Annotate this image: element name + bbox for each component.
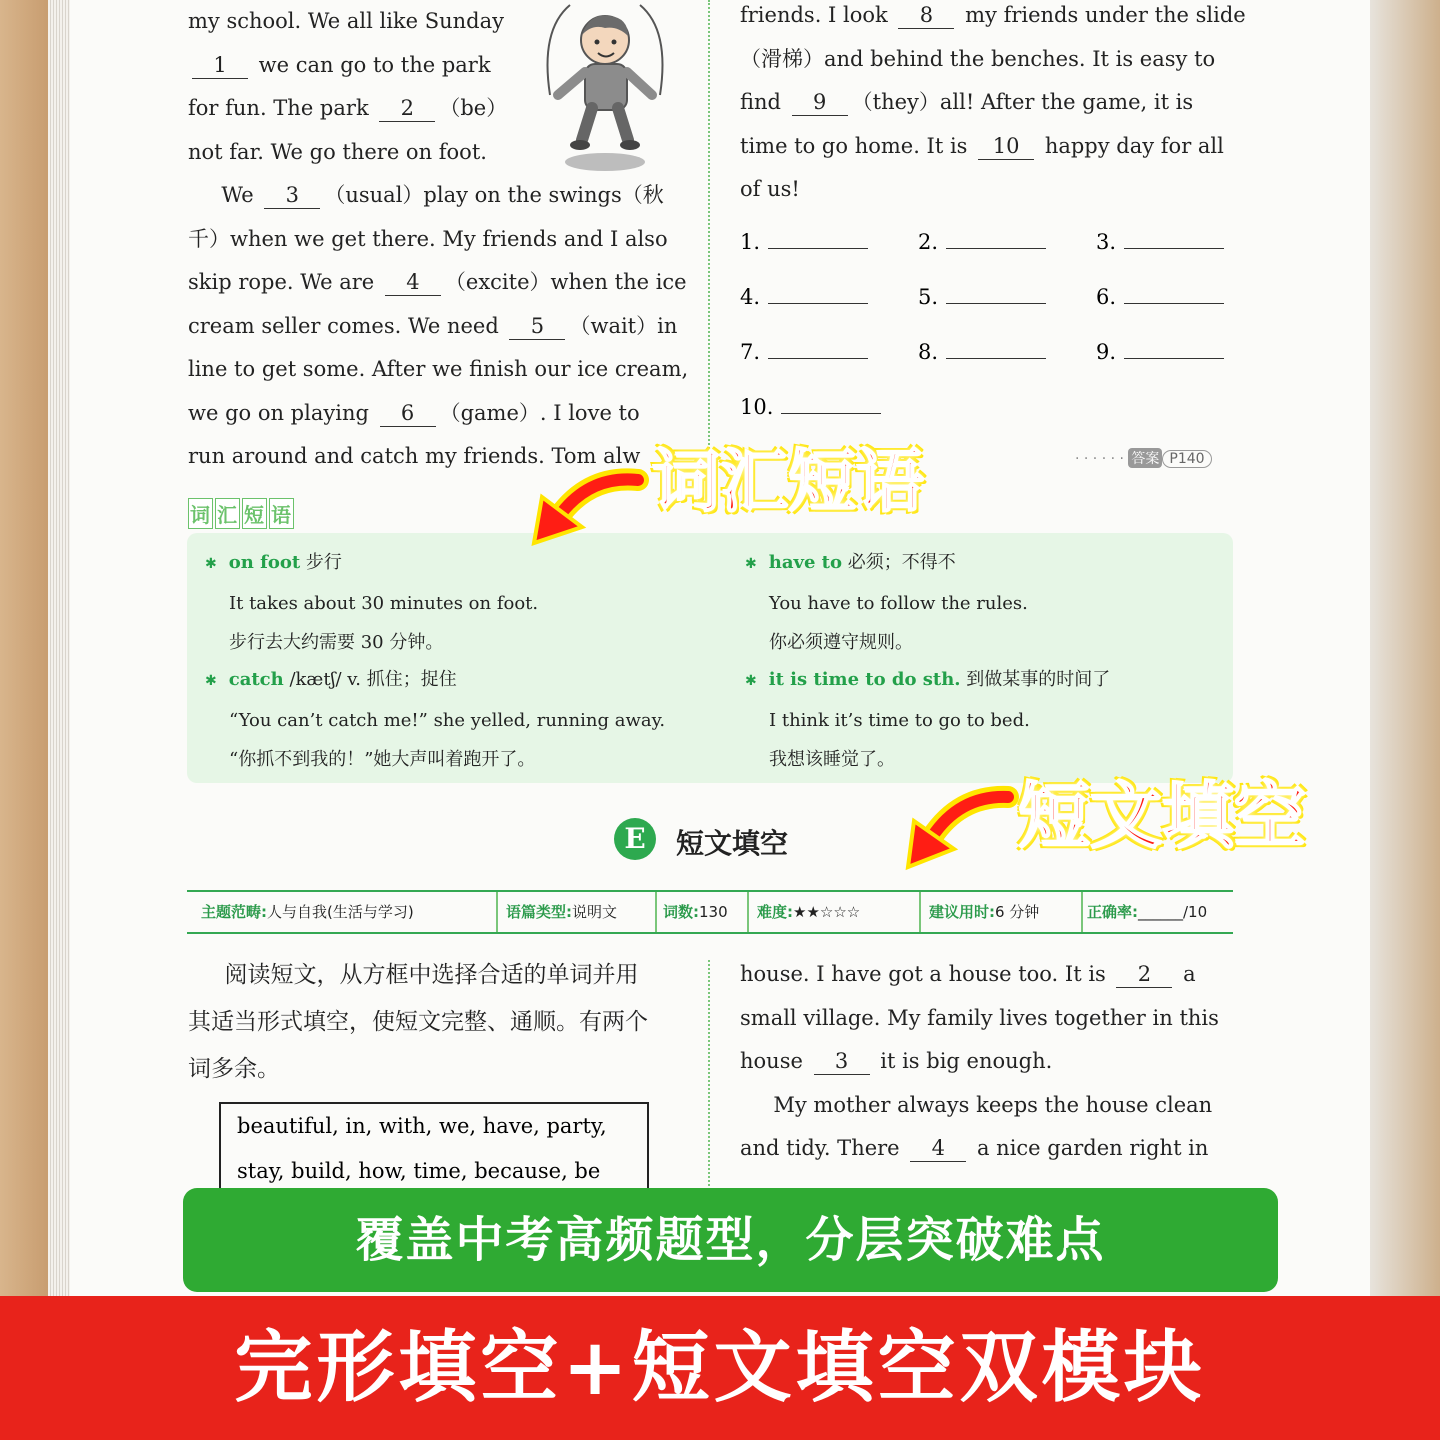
passage-line [188, 218, 680, 262]
info-genre: 语篇类型:说明文 [496, 892, 657, 932]
vocab-example-zh: “你抓不到我的！”她大声叫着跑开了。 [229, 749, 536, 770]
answer-blank[interactable]: 3. [1096, 230, 1224, 254]
section-title-text: 短文填空 [676, 827, 789, 860]
vocab-meaning: 必须；不得不 [841, 552, 956, 573]
passage-text: and tidy. There [740, 1136, 907, 1160]
vocab-title-char: 汇 [215, 498, 240, 529]
info-difficulty: 难度:★★☆☆☆ [747, 892, 921, 932]
answer-ref-tag: 答案 [1128, 448, 1162, 468]
passage-e [740, 953, 1232, 1171]
section-badge: E [614, 818, 656, 860]
passage-text: skip rope. We are [188, 270, 381, 294]
vocab-item [205, 543, 538, 662]
passage-text: run around and catch my friends. Tom alw [188, 444, 641, 468]
vocab-head: on foot [228, 552, 301, 573]
info-time: 建议用时:6 分钟 [919, 892, 1083, 932]
cloze-blank[interactable]: 4 [385, 269, 441, 296]
cloze-blank[interactable]: 5 [509, 313, 565, 340]
page-edges [48, 0, 70, 1300]
answer-blank[interactable]: 10. [740, 395, 881, 419]
vocab-box [187, 533, 1233, 783]
passage-line [188, 348, 689, 392]
vocab-section-title [188, 498, 296, 529]
passage-text: find [740, 90, 788, 114]
answer-ref-page: P140 [1162, 450, 1211, 468]
passage-text: （wait）in [569, 313, 678, 338]
vocab-item [745, 543, 1028, 662]
vocab-meaning: /kætʃ/ v. 抓住；捉住 [283, 669, 457, 690]
word-bank-line: stay, build, how, time, because, be [237, 1159, 601, 1183]
passage-text: （usual）play on the swings（秋 [324, 183, 664, 207]
passage-line [740, 1040, 1232, 1084]
vocab-head: catch [228, 669, 284, 690]
passage-line [188, 131, 680, 175]
vocab-meaning: 到做某事的时间了 [960, 669, 1111, 690]
cloze-blank[interactable]: 8 [898, 2, 954, 29]
passage-text: （be） [439, 96, 508, 120]
passage-text: My mother always keeps the house clean [740, 1092, 1213, 1117]
passage-text: not far. We go there on foot. [188, 139, 487, 164]
passage-text: my friends under the slide [958, 3, 1246, 27]
answer-reference [1075, 448, 1212, 468]
feature-banner: 覆盖中考高频题型，分层突破难点 [183, 1188, 1278, 1292]
cloze-blank[interactable]: 3 [814, 1048, 870, 1075]
passage-text: （滑梯）and behind the benches. It is easy to [740, 46, 1216, 71]
passage-line [740, 81, 1232, 125]
passage-line [188, 174, 680, 218]
cloze-blank[interactable]: 4 [910, 1135, 966, 1162]
passage-text: it is big enough. [873, 1049, 1053, 1073]
star-icon: ✱ [205, 673, 217, 689]
passage-text: house. I have got a house too. It is [740, 962, 1113, 986]
answer-blank[interactable]: 8. [918, 340, 1046, 364]
passage-line [740, 997, 1232, 1041]
instruction-line: 其适当形式填空，使短文完整、通顺。有两个 [188, 1009, 648, 1035]
headline-banner: 完形填空+短文填空双模块 [0, 1296, 1440, 1440]
passage-text: friends. I look [740, 3, 895, 27]
passage-text: time to go home. It is [740, 133, 975, 158]
passage-text: small village. My family lives together in this [740, 1005, 1219, 1030]
column-divider-top [708, 0, 710, 480]
passage-text: line to get some. After we finish our ice cream, [188, 357, 689, 381]
vocab-item [205, 660, 665, 779]
answer-blank[interactable]: 6. [1096, 285, 1224, 309]
vocab-head: have to [768, 552, 842, 573]
vocab-head: it is time to do sth. [768, 669, 961, 690]
vocab-example-en: It takes about 30 minutes on foot. [229, 593, 539, 614]
callout-arrow-icon [900, 775, 1020, 875]
instruction-line: 阅读短文，从方框中选择合适的单词并用 [188, 962, 639, 988]
desk-background [0, 0, 50, 1300]
passage-text: for fun. The park [188, 96, 376, 120]
passage-line [740, 1084, 1232, 1128]
info-topic: 主题范畴:人与自我(生活与学习) [187, 892, 498, 932]
vocab-example-zh: 你必须遵守规则。 [769, 632, 913, 653]
cloze-blank[interactable]: 9 [792, 89, 848, 116]
answer-blank[interactable]: 9. [1096, 340, 1224, 364]
passage-line [188, 0, 680, 44]
cloze-blank[interactable]: 10 [978, 133, 1034, 160]
passage-text: my school. We all like Sunday [188, 9, 504, 33]
right-passage [740, 0, 1246, 212]
passage-line [188, 87, 680, 131]
cloze-blank[interactable]: 1 [192, 52, 248, 79]
passage-line [740, 0, 1246, 38]
passage-text: 千）when we get there. My friends and I also [188, 226, 668, 251]
passage-text: （game）. I love to [439, 400, 640, 425]
page-shadow [1370, 0, 1440, 1300]
passage-line [188, 44, 680, 88]
passage-text: a nice garden right in [970, 1136, 1209, 1160]
passage-text: （excite）when the ice [444, 270, 687, 294]
instructions [188, 952, 680, 1093]
callout-arrow-icon [520, 455, 650, 550]
passage-line [740, 168, 1232, 212]
passage-line [188, 261, 687, 305]
cloze-blank[interactable]: 2 [1116, 961, 1172, 988]
star-icon: ✱ [745, 673, 757, 689]
exercise-info-bar [187, 890, 1233, 934]
passage-text: a [1176, 962, 1196, 986]
passage-line [740, 1127, 1232, 1171]
vocab-example-en: I think it’s time to go to bed. [769, 710, 1030, 731]
left-passage [188, 0, 689, 479]
column-divider-bottom [708, 960, 710, 1190]
answer-ref-dots: · · · · · · [1075, 451, 1124, 467]
cloze-blank[interactable]: 6 [380, 400, 436, 427]
answer-blank[interactable]: 2. [918, 230, 1046, 254]
passage-text: （they）all! After the game, it is [851, 90, 1194, 114]
passage-line [740, 125, 1232, 169]
vocab-title-char: 词 [188, 498, 213, 529]
passage-text: we go on playing [188, 400, 376, 425]
cloze-blank[interactable]: 2 [379, 95, 435, 122]
vocab-title-char: 短 [242, 498, 267, 529]
callout-vocab-label: 词汇短语 [652, 443, 925, 522]
passage-text: We [188, 183, 261, 207]
callout-cloze-label: 短文填空 [1018, 774, 1307, 858]
cloze-blank[interactable]: 3 [264, 182, 320, 209]
passage-text: house [740, 1049, 810, 1073]
passage-text: we can go to the park [252, 52, 491, 77]
passage-line [740, 953, 1232, 997]
vocab-example-en: “You can’t catch me!” she yelled, running away. [229, 710, 666, 731]
info-wordcount: 词数:130 [655, 892, 749, 932]
word-bank-box [219, 1102, 649, 1202]
star-icon: ✱ [205, 556, 217, 572]
passage-line [188, 305, 680, 349]
passage-text: happy day for all [1038, 133, 1224, 158]
word-bank-line: beautiful, in, with, we, have, party, [237, 1114, 607, 1138]
answer-blank[interactable]: 7. [740, 340, 868, 364]
passage-text: cream seller comes. We need [188, 313, 506, 338]
vocab-example-en: You have to follow the rules. [769, 593, 1028, 614]
vocab-title-char: 语 [269, 498, 294, 529]
answer-blank[interactable]: 1. [740, 230, 868, 254]
passage-line [188, 392, 680, 436]
star-icon: ✱ [745, 556, 757, 572]
vocab-meaning: 步行 [300, 552, 342, 573]
vocab-example-zh: 我想该睡觉了。 [769, 749, 895, 770]
passage-line [740, 38, 1232, 82]
vocab-example-zh: 步行去大约需要 30 分钟。 [229, 632, 444, 653]
answer-blank[interactable]: 4. [740, 285, 868, 309]
instruction-line: 词多余。 [188, 1056, 280, 1082]
info-accuracy: 正确率:______/10 [1087, 903, 1208, 921]
passage-text: of us! [740, 177, 800, 201]
answer-blank[interactable]: 5. [918, 285, 1046, 309]
